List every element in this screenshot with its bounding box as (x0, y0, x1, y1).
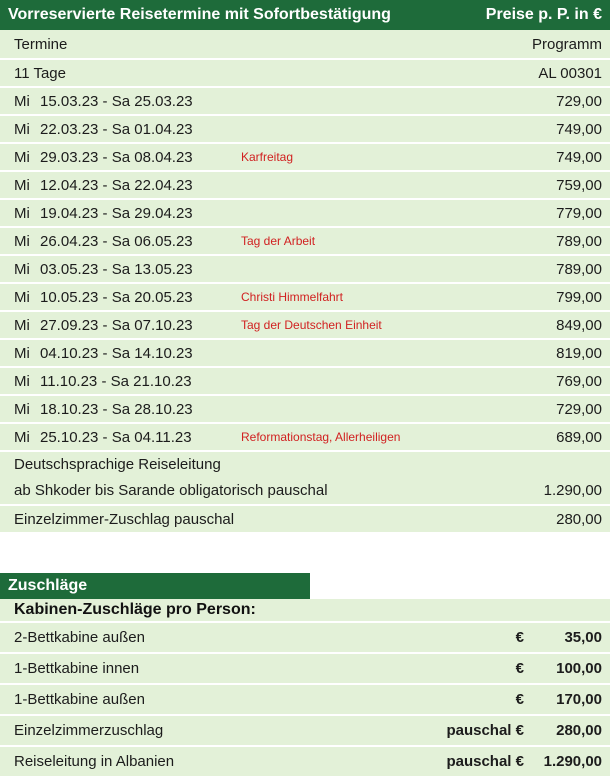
surcharge-label: 1-Bettkabine außen (14, 691, 145, 708)
surcharge-amount: 35,00 (564, 629, 602, 646)
date-price: 819,00 (556, 344, 602, 362)
surcharge-amount: 100,00 (556, 660, 602, 677)
surcharges-title: Zuschläge (8, 577, 88, 594)
price-note: Preise p. P. in € (485, 6, 602, 23)
column-header-row (0, 30, 610, 58)
date-range: Mi 18.10.23 - Sa 28.10.23 (14, 400, 193, 418)
column-header-program: Programm (531, 35, 602, 53)
surcharge-row (0, 652, 610, 683)
date-range: Mi 25.10.23 - Sa 04.11.23 (14, 428, 192, 446)
surcharge-row (0, 714, 610, 745)
single-room-row (0, 504, 610, 532)
holiday-note: Christi Himmelfahrt (241, 290, 344, 304)
program-row (0, 58, 610, 86)
date-row (0, 394, 610, 422)
surcharge-prefix: pauschal € (446, 722, 524, 739)
date-row (0, 310, 610, 338)
table-header (0, 0, 610, 30)
surcharge-amount: 1.290,00 (543, 753, 602, 770)
surcharge-label: 2-Bettkabine außen (14, 629, 145, 646)
cabin-subheading-text: Kabinen-Zuschläge pro Person: (14, 601, 256, 618)
surcharge-amount: 280,00 (556, 722, 602, 739)
cabin-subheading (0, 599, 610, 621)
date-row (0, 366, 610, 394)
date-rows (0, 86, 610, 450)
surcharge-row (0, 683, 610, 714)
date-range: Mi 19.04.23 - Sa 29.04.23 (14, 204, 193, 222)
date-range: Mi 10.05.23 - Sa 20.05.23 (14, 288, 193, 306)
date-row (0, 254, 610, 282)
surcharge-prefix: € (515, 660, 524, 677)
program-code: AL 00301 (538, 64, 602, 82)
surcharge-label: Reiseleitung in Albanien (14, 753, 175, 770)
single-room-price: 280,00 (556, 510, 602, 528)
date-row (0, 170, 610, 198)
date-price: 789,00 (556, 232, 602, 250)
surcharge-amount: 170,00 (556, 691, 602, 708)
date-row (0, 198, 610, 226)
surcharge-prefix: € (515, 691, 524, 708)
date-row (0, 338, 610, 366)
date-row (0, 282, 610, 310)
date-range: Mi 03.05.23 - Sa 13.05.23 (14, 260, 193, 278)
surcharge-label: 1-Bettkabine innen (14, 660, 140, 677)
date-row (0, 422, 610, 450)
duration-label: 11 Tage (14, 64, 66, 82)
date-range: Mi 15.03.23 - Sa 25.03.23 (14, 92, 193, 110)
column-header-dates: Termine (14, 35, 68, 53)
date-range: Mi 22.03.23 - Sa 01.04.23 (14, 120, 193, 138)
guide-row (0, 477, 610, 504)
surcharge-prefix: € (515, 629, 524, 646)
surcharge-row (0, 745, 610, 776)
date-range: Mi 11.10.23 - Sa 21.10.23 (14, 372, 192, 390)
date-row (0, 114, 610, 142)
date-range: Mi 04.10.23 - Sa 14.10.23 (14, 344, 193, 362)
date-price: 749,00 (556, 120, 602, 138)
surcharge-label: Einzelzimmerzuschlag (14, 722, 164, 739)
date-price: 759,00 (556, 176, 602, 194)
date-price: 729,00 (556, 92, 602, 110)
date-price: 779,00 (556, 204, 602, 222)
surcharge-rows (0, 621, 610, 776)
holiday-note: Tag der Deutschen Einheit (241, 318, 382, 332)
date-range: Mi 29.03.23 - Sa 08.04.23 (14, 148, 193, 166)
guide-row-title (0, 450, 610, 477)
date-row (0, 142, 610, 170)
surcharge-row (0, 621, 610, 652)
table-title: Vorreservierte Reisetermine mit Sofortbestätigung (8, 6, 391, 23)
date-range: Mi 27.09.23 - Sa 07.10.23 (14, 316, 193, 334)
single-room-label: Einzelzimmer-Zuschlag pauschal (14, 510, 235, 528)
guide-label-line1: Deutschsprachige Reiseleitung (14, 456, 221, 473)
date-price: 849,00 (556, 316, 602, 334)
date-row (0, 226, 610, 254)
date-row (0, 86, 610, 114)
guide-price: 1.290,00 (543, 482, 602, 499)
guide-label-line2: ab Shkoder bis Sarande obligatorisch pauschal (14, 482, 328, 499)
holiday-note: Reformationstag, Allerheiligen (241, 430, 401, 444)
holiday-note: Karfreitag (241, 150, 294, 164)
date-price: 729,00 (556, 400, 602, 418)
date-price: 689,00 (556, 428, 602, 446)
holiday-note: Tag der Arbeit (241, 234, 316, 248)
surcharges-table (0, 573, 610, 776)
date-price: 749,00 (556, 148, 602, 166)
date-price: 799,00 (556, 288, 602, 306)
surcharges-header (0, 573, 310, 599)
date-price: 789,00 (556, 260, 602, 278)
date-price: 769,00 (556, 372, 602, 390)
date-range: Mi 26.04.23 - Sa 06.05.23 (14, 232, 193, 250)
date-range: Mi 12.04.23 - Sa 22.04.23 (14, 176, 193, 194)
surcharge-prefix: pauschal € (446, 753, 524, 770)
